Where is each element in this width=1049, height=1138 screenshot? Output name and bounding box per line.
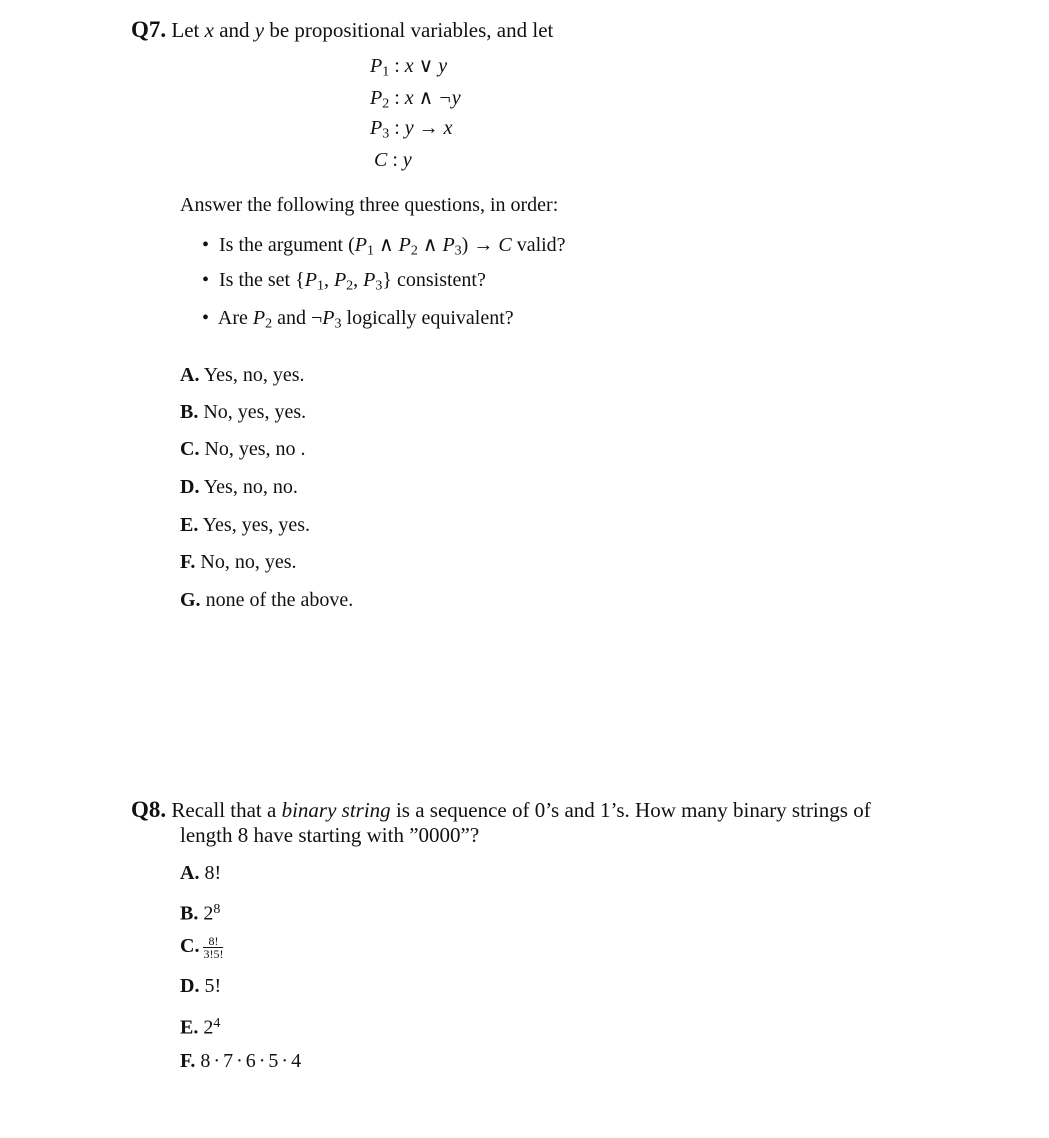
q7-instruction: Answer the following three questions, in order: bbox=[180, 194, 559, 216]
q7-option-e[interactable]: E. Yes, yes, yes. bbox=[180, 514, 311, 536]
q7-bullet-equivalence: • Are $P_2$ and $\neg P_3$ logically equivalent? bbox=[202, 307, 514, 332]
bullet-dot-icon: • bbox=[202, 307, 210, 329]
set-formula: {$P_1$, $P_2$, $P_3$} bbox=[295, 269, 392, 294]
q8-label: Q8. bbox=[131, 797, 167, 822]
q7-bullet-validity: • Is the argument ($P_1$ ∧ $P_2$ ∧ $P_3) \to C$ valid? bbox=[202, 234, 566, 259]
q8-line1: Q8. Recall that a binary string is a sequence of 0’s and 1’s. How many binary strings of bbox=[131, 797, 871, 822]
premise-conclusion: C : y bbox=[374, 149, 412, 171]
argument-formula: ($P_1$ ∧ $P_2$ ∧ $P_3) \to C$ bbox=[348, 234, 512, 259]
q8-option-d[interactable]: D. 5! bbox=[180, 975, 222, 997]
q7-option-c[interactable]: C. No, yes, no . bbox=[180, 438, 306, 460]
q8-option-e[interactable]: E. $2^4$ bbox=[180, 1016, 221, 1039]
q7-bullet-consistency: • Is the set {$P_1$, $P_2$, $P_3$} consistent? bbox=[202, 269, 486, 294]
q7-option-f[interactable]: F. No, no, yes. bbox=[180, 551, 297, 573]
premise-p3: $P_3$ : y → x bbox=[370, 117, 453, 142]
q7-option-d[interactable]: D. Yes, no, no. bbox=[180, 476, 298, 498]
premise-p1: $P_1$ : x ∨ y bbox=[370, 55, 448, 80]
formula-not-p3: $\neg P_3$ bbox=[311, 307, 342, 332]
bullet-dot-icon: • bbox=[202, 234, 210, 256]
q8-option-a[interactable]: A. 8! bbox=[180, 862, 222, 884]
q8-option-f[interactable]: F. 8 · 7 · 6 · 5 · 4 bbox=[180, 1050, 302, 1072]
premise-p2: $P_2$ : x ∧ ¬y bbox=[370, 87, 461, 112]
q7-label: Q7. bbox=[131, 17, 167, 42]
fraction: $\frac{8!}{3!5!}$ bbox=[203, 933, 224, 961]
formula-p2: $P_2$ bbox=[252, 307, 273, 332]
q7-intro: Q7. Let x and y be propositional variables, and let bbox=[131, 17, 554, 42]
q8-option-b[interactable]: B. $2^8$ bbox=[180, 902, 221, 925]
q8-option-c[interactable]: C. $\frac{8!}{3!5!}$ bbox=[180, 933, 224, 961]
q7-option-a[interactable]: A. Yes, no, yes. bbox=[180, 364, 305, 386]
q7-option-b[interactable]: B. No, yes, yes. bbox=[180, 401, 307, 423]
q8-line2: length 8 have starting with ”0000”? bbox=[180, 823, 480, 847]
q7-option-g[interactable]: G. none of the above. bbox=[180, 589, 354, 611]
bullet-dot-icon: • bbox=[202, 269, 210, 291]
